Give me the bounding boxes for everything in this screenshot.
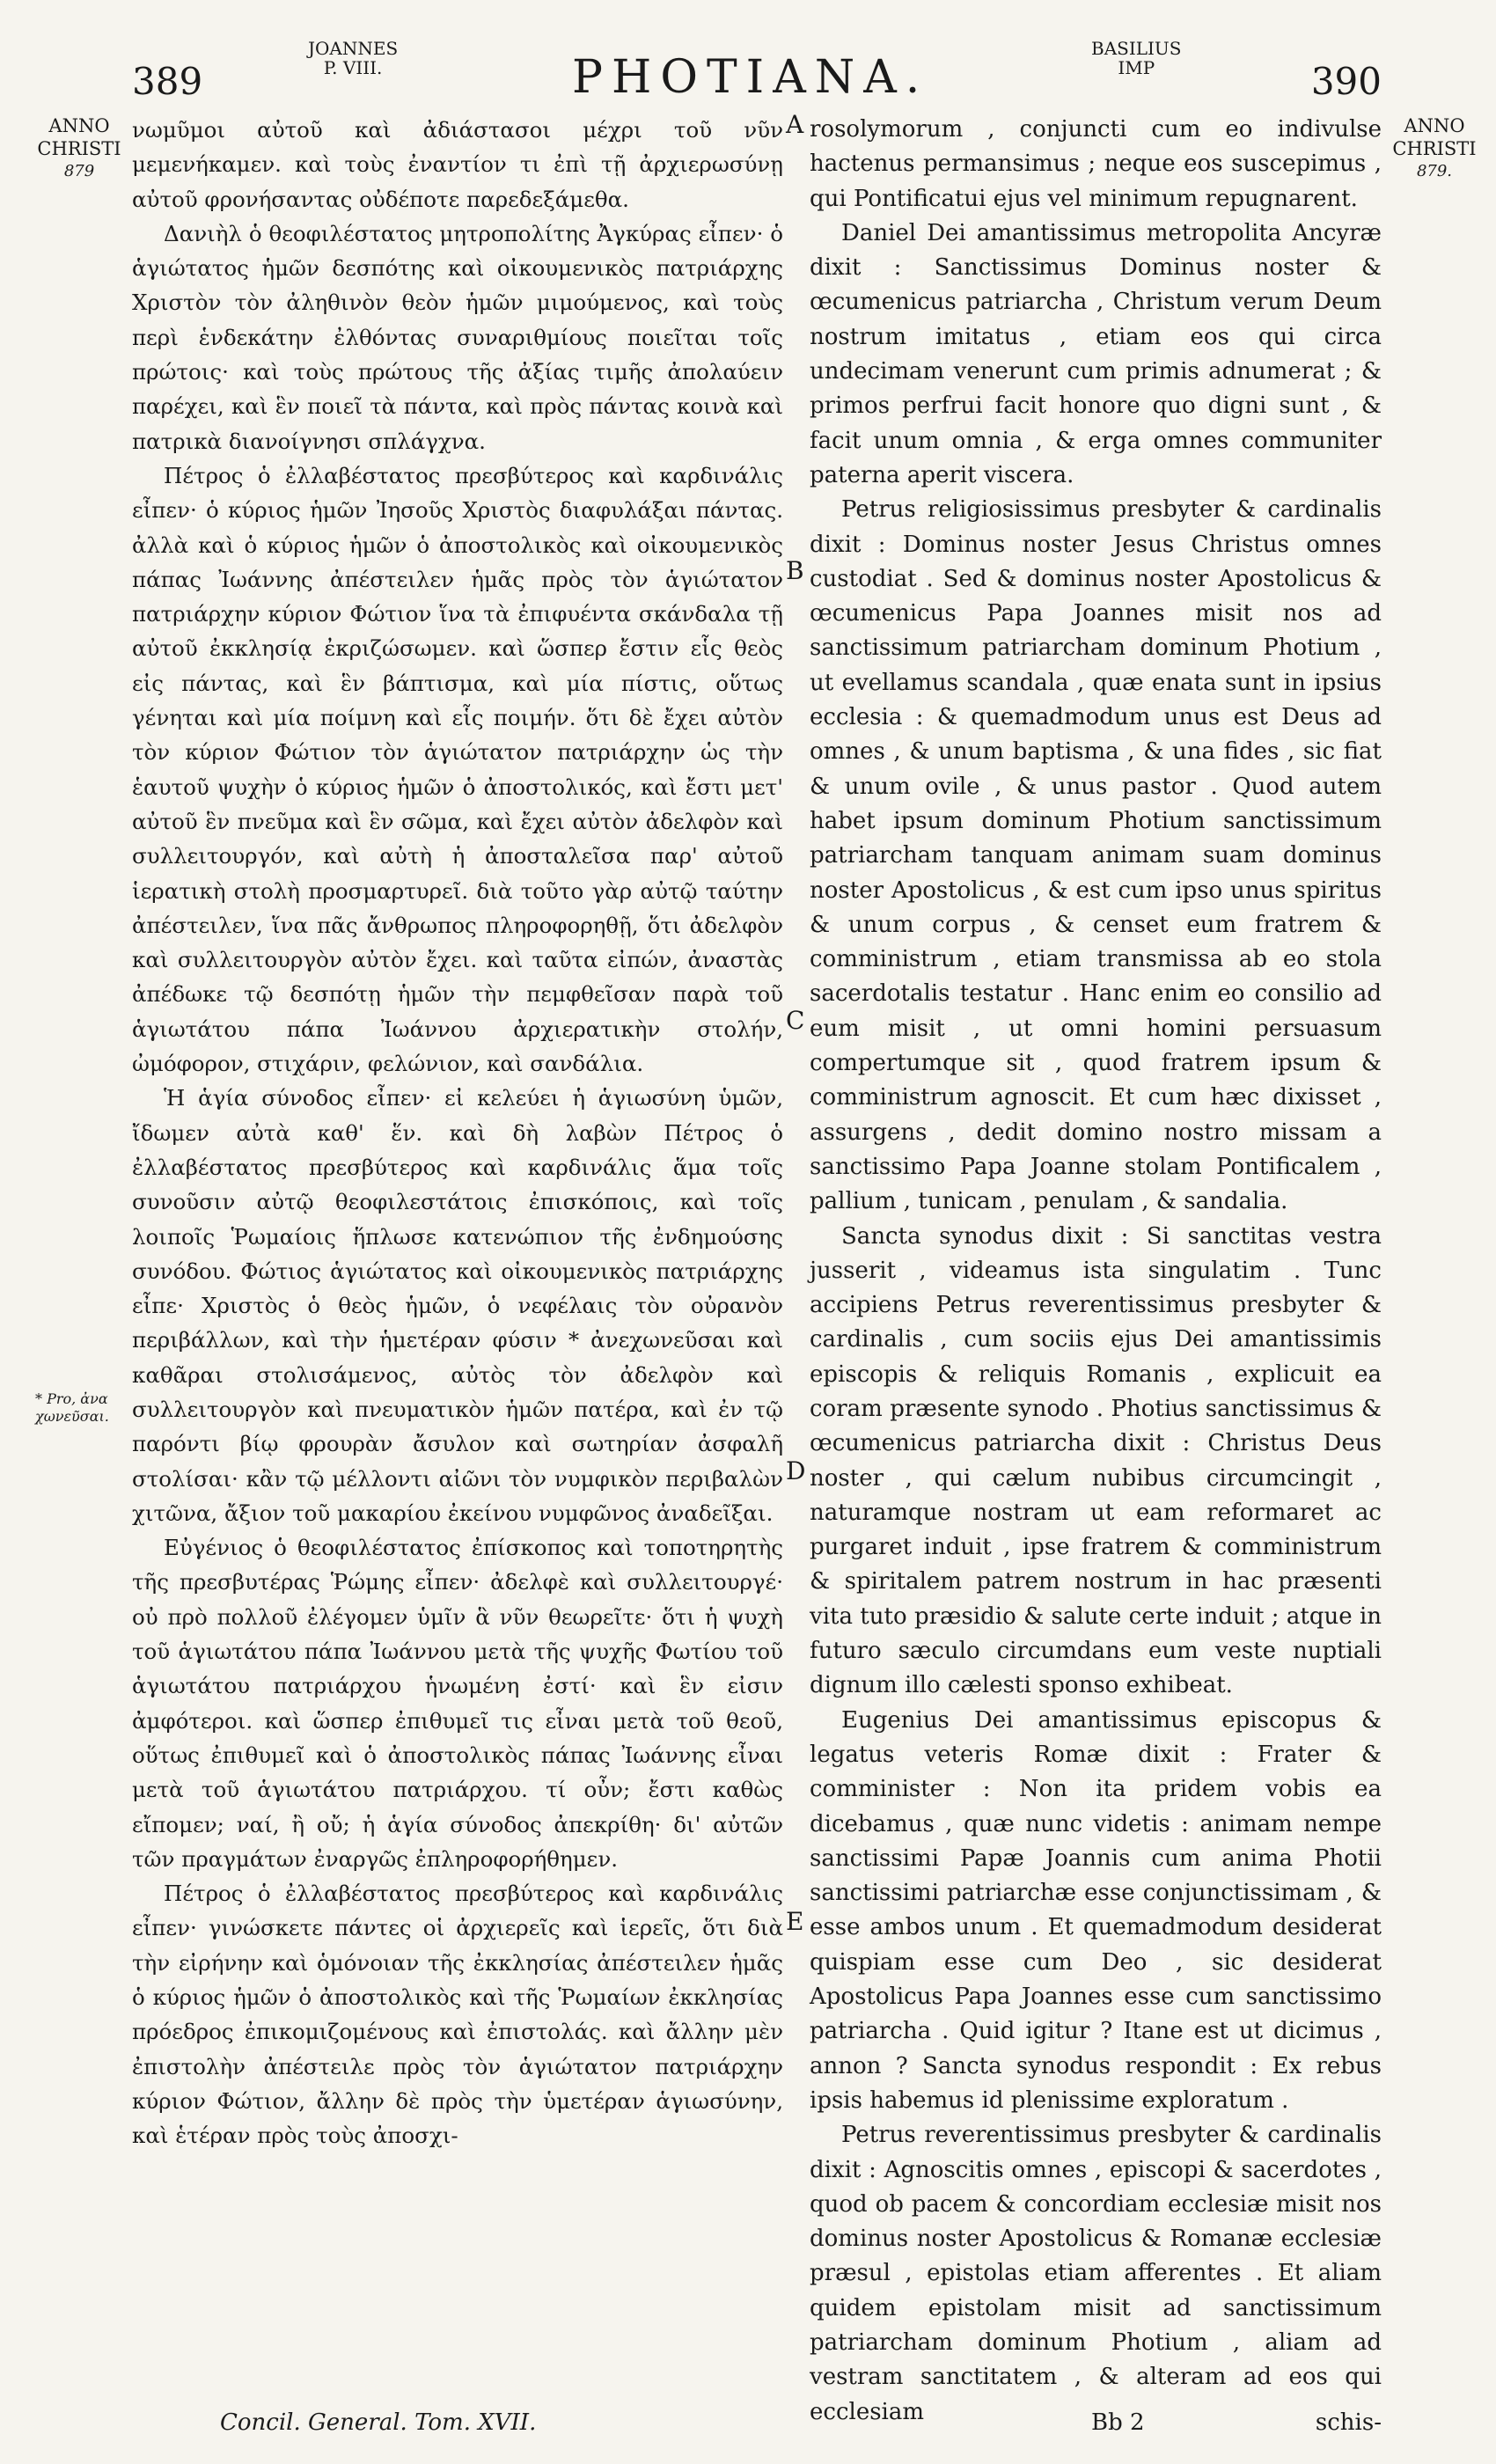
catchword: schis- [1315,2409,1382,2436]
greek-paragraph: Πέτρος ὁ ἐλλαβέστατος πρεσβύτερος καὶ καρδινάλις εἶπεν· γινώσκετε πάντες οἱ ἀρχιερεῖς καὶ ἱερεῖς, ὅτι διὰ τὴν εἰρήνην καὶ ὁμόνοιαν τῆς ἐκκλησίας ἀπέστειλεν ἡμᾶς ὁ κύριος ἡμῶν ὁ ἀποστολικὸς καὶ τῆς Ῥωμαίων ἐκκλησίας πρόεδρος ἐπικομιζομένους καὶ ἐπιστολάς. καὶ ἄλλην μὲν ἐπιστολὴν ἀπέστειλε πρὸς τὸν ἁγιώτατον πατριάρχην κύριον Φώτιον, ἄλλην δὲ πρὸς τὴν ὑμετέραν ἁγιωσύνην, καὶ ἑτέραν πρὸς τοὺς ἀποσχι- [132,1881,783,2149]
margin-note-right [1386,114,1483,183]
latin-column [810,113,1382,2430]
page-number-right: 390 [1310,60,1382,103]
margin-right-christi: CHRISTI [1392,138,1477,159]
latin-paragraph: Sancta synodus dixit : Si sanctitas vestra jusserit , videamus ista singulatim . Tunc accipiens Petrus reverentissimus presbyter & cardinalis , cum sociis ejus Dei amantissimis episcopis & reliquis Romanis , explicuit ea coram præsente synodo . Photius sanctissimus & œcumenicus patriarcha dixit : Christus Deus noster , qui cælum nubibus circumcingit , naturamque nostram ut eam reformaret ac purgaret induit , ipse fratrem & comministrum & spiritalem patrem nostrum in hac præsenti vita tuto præsidio & salute certe induit ; atque in futuro sæculo circumdans eum veste nuptiali dignum illo cælesti sponso exhibeat. [810,1222,1382,1699]
latin-paragraph: Daniel Dei amantissimus metropolita Ancyræ dixit : Sanctissimus Dominus noster & œcumenicus patriarcha , Christum verum Deum nostrum imitatus , etiam eos qui circa undecimam venerunt cum primis adnumerat ; & primos perfrui facit honore quo digni sunt , & facit unum omnia , & erga omnes communiter paterna aperit viscera. [810,219,1382,488]
margin-left-anno: ANNO [48,115,110,136]
section-letter-b: B [786,556,804,585]
greek-paragraph: Δανιὴλ ὁ θεοφιλέστατος μητροπολίτης Ἀγκύρας εἶπεν· ὁ ἁγιώτατος ἡμῶν δεσπότης καὶ οἰκουμενικὸς πατριάρχης Χριστὸν τὸν ἀληθινὸν θεὸν ἡμῶν μιμούμενος, καὶ τοὺς περὶ ἑνδεκάτην ἐλθόντας συναριθμίους ποιεῖται τοῖς πρώτοις· καὶ τοὺς πρώτους τῆς ἀξίας τιμῆς ἀπολαύειν παρέχει, καὶ ἓν ποιεῖ τὰ πάντα, καὶ πρὸς πάντας κοινὰ καὶ πατρικὰ διανοίγνησι σπλάγχνα. [132,220,783,454]
running-head-left-line1: JOANNES [308,38,399,59]
running-head-right [1091,39,1181,77]
greek-paragraph: Ἡ ἁγία σύνοδος εἶπεν· εἰ κελεύει ἡ ἁγιωσύνη ὑμῶν, ἴδωμεν αὐτὰ καθ' ἕν. καὶ δὴ λαβὼν Πέτρος ὁ ἐλλαβέστατος πρεσβύτερος καὶ καρδινάλις ἅμα τοῖς συνοῦσιν αὐτῷ θεοφιλεστάτοις ἐπισκόποις, καὶ τοῖς λοιποῖς Ῥωμαίοις ἥπλωσε κατενώπιον τῆς ἐνδημούσης συνόδου. Φώτιος ἁγιώτατος καὶ οἰκουμενικὸς πατριάρχης εἶπε· Χριστὸς ὁ θεὸς ἡμῶν, ὁ νεφέλαις τὸν οὐρανὸν περιβάλλων, καὶ τὴν ἡμετέραν φύσιν * ἀνεχωνεῦσαι καὶ καθᾶραι στολισάμενος, αὐτὸς τὸν ἀδελφὸν καὶ συλλειτουργὸν καὶ πνευματικὸν ἡμῶν πατέρα, καὶ ἐν τῷ παρόντι βίῳ φρουρὰν ἄσυλον καὶ σωτηρίαν ἀσφαλῆ στολίσαι· κἂν τῷ μέλλοντι αἰῶνι τὸν νυμφικὸν περιβαλὼν χιτῶνα, ἄξιον τοῦ μακαρίου ἐκείνου νυμφῶνος ἀναδεῖξαι. [132,1085,783,1526]
margin-footnote: * Pro, ἀνα χωνεῦσαι. [35,1390,109,1425]
greek-paragraph: Εὐγένιος ὁ θεοφιλέστατος ἐπίσκοπος καὶ τοποτηρητὴς τῆς πρεσβυτέρας Ῥώμης εἶπεν· ἀδελφὲ καὶ συλλειτουργέ· οὐ πρὸ πολλοῦ ἐλέγομεν ὑμῖν ἃ νῦν θεωρεῖτε· ὅτι ἡ ψυχὴ τοῦ ἁγιωτάτου πάπα Ἰωάννου μετὰ τῆς ψυχῆς Φωτίου τοῦ ἁγιωτάτου πατριάρχου ἡνωμένη ἐστί· καὶ ἓν εἰσιν ἀμφότεροι. καὶ ὥσπερ ἐπιθυμεῖ τις εἶναι μετὰ τοῦ θεοῦ, οὕτως ἐπιθυμεῖ καὶ ὁ ἀποστολικὸς πάπας Ἰωάννης εἶναι μετὰ τοῦ ἁγιωτάτου πατριάρχου. τί οὖν; ἔστι καθὼς εἴπομεν; ναί, ἢ οὔ; ἡ ἁγία σύνοδος ἀπεκρίθη· δι' αὐτῶν τῶν πραγμάτων ἐναργῶς ἐπληροφορήθημεν. [132,1535,783,1872]
latin-paragraph: Eugenius Dei amantissimus episcopus & legatus veteris Romæ dixit : Frater & comminister : Non ita pridem vobis ea dicebamus , quæ nunc videtis : animam nempe sanctissimi Papæ Joannis cum anima Photii sanctissimi patriarchæ esse conjunctissimam , & esse ambos unum . Et quemadmodum desiderat quispiam esse cum Deo , sic desiderat Apostolicus Papa Joannes esse cum sanctissimo patriarcha . Quid igitur ? Itane est ut dicimus , annon ? Sancta synodus respondit : Ex rebus ipsis habemus id plenissime exploratum . [810,1706,1382,2114]
margin-note-left [35,114,123,183]
greek-paragraph: Πέτρος ὁ ἐλλαβέστατος πρεσβύτερος καὶ καρδινάλις εἶπεν· ὁ κύριος ἡμῶν Ἰησοῦς Χριστὸς διαφυλάξαι πάντας. ἀλλὰ καὶ ὁ κύριος ἡμῶν ὁ ἀποστολικὸς καὶ οἰκουμενικὸς πάπας Ἰωάννης ἀπέστειλεν ἡμᾶς πρὸς τὸν ἁγιώτατον πατριάρχην κύριον Φώτιον ἵνα τὰ ἐπιφυέντα σκάνδαλα τῇ αὐτοῦ ἐκκλησίᾳ ἐκριζώσωμεν. καὶ ὥσπερ ἔστιν εἷς θεὸς εἰς πάντας, καὶ ἓν βάπτισμα, καὶ μία πίστις, οὕτως γένηται καὶ μία ποίμνη καὶ εἷς ποιμήν. ὅτι δὲ ἔχει αὐτὸν τὸν κύριον Φώτιον τὸν ἁγιώτατον πατριάρχην ὡς τὴν ἑαυτοῦ ψυχὴν ὁ κύριος ἡμῶν ὁ ἀποστολικός, καὶ ἔστι μετ' αὐτοῦ ἓν πνεῦμα καὶ ἓν σῶμα, καὶ ἔχει αὐτὸν ἀδελφὸν καὶ συλλειτουργόν, καὶ αὐτὴ ἡ ἀποσταλεῖσα παρ' αὐτοῦ ἱερατικὴ στολὴ προσμαρτυρεῖ. διὰ τοῦτο γὰρ αὐτῷ ταύτην ἀπέστειλεν, ἵνα πᾶς ἄνθρωπος πληροφορηθῇ, ὅτι ἀδελφὸν καὶ συλλειτουργὸν αὐτὸν ἔχει. καὶ ταῦτα εἰπών, ἀναστὰς ἀπέδωκε τῷ δεσπότῃ ἡμῶν τὴν πεμφθεῖσαν παρὰ τοῦ ἁγιωτάτου πάπα Ἰωάννου ἀρχιερατικὴν στολήν, ὠμόφορον, στιχάριν, φελώνιον, καὶ σανδάλια. [132,462,783,1077]
section-letter-e: E [786,1907,804,1936]
margin-right-anno: ANNO [1404,115,1465,136]
running-head-right-line1: BASILIUS [1091,38,1182,59]
signature-mark: Bb 2 [1091,2409,1145,2436]
margin-left-christi: CHRISTI [37,138,121,159]
page-header [132,35,1382,106]
page-title: PHOTIANA. [572,51,929,104]
latin-paragraph: rosolymorum , conjuncti cum eo indivulse hactenus permansimus ; neque eos suscepimus , qui Pontificatui ejus vel minimum repugnarent. [810,116,1382,212]
latin-paragraph: Petrus religiosissimus presbyter & cardinalis dixit : Dominus noster Jesus Christus omnes custodiat . Sed & dominus noster Apostolicus & œcumenicus Papa Joannes misit nos ad sanctissimum patriarcham dominum Photium , ut evellamus scandala , quæ enata sunt in ipsius ecclesia : & quemadmodum unus est Deus ad omnes , & unum baptisma , & una fides , sic fiat & unum ovile , & unus pastor . Quod autem habet ipsum dominum Photium sanctissimum patriarcham tanquam animam suam dominus noster Apostolicus , & est cum ipso unus spiritus & unum corpus , & censet eum fratrem & comministrum , etiam transmissa ab eo stola sacerdotalis testatur . Hanc enim eo consilio ad eum misit , ut omni homini persuasum compertumque sit , quod fratrem ipsum & comministrum agnoscit. Et cum hæc dixisset , assurgens , dedit domino nostro missam a sanctissimo Papa Joanne stolam Pontificalem , pallium , tunicam , penulam , & sandalia. [810,496,1382,1215]
signature-line: Concil. General. Tom. XVII. [220,2409,537,2436]
greek-column [132,113,783,2153]
section-letter-a: A [786,110,804,139]
page-number-left: 389 [132,60,203,103]
section-letter-d: D [786,1456,806,1485]
latin-paragraph: Petrus reverentissimus presbyter & cardinalis dixit : Agnoscitis omnes , episcopi & sacerdotes , quod ob pacem & concordiam ecclesiæ misit nos dominus noster Apostolicus & Romanæ ecclesiæ præsul , epistolas etiam afferentes . Et aliam quidem epistolam misit ad sanctissimum patriarcham dominum Photium , aliam ad vestram sanctitatem , & alteram ad eos qui ecclesiam [810,2122,1382,2425]
running-head-left [308,39,398,77]
section-letter-c: C [786,1006,805,1035]
margin-left-year: 879 [63,162,95,180]
page-footer [132,2409,1382,2453]
margin-right-year: 879. [1416,162,1453,180]
running-head-left-line2: P. VIII. [323,57,383,78]
running-head-right-line2: IMP [1118,57,1155,78]
greek-paragraph: νωμῦμοι αὐτοῦ καὶ ἀδιάστασοι μέχρι τοῦ νῦν μεμενήκαμεν. καὶ τοὺς ἐναντίον τι ἐπὶ τῇ ἀρχιερωσύνῃ αὐτοῦ φρονήσαντας οὐδέποτε παρεδεξάμεθα. [132,117,783,212]
